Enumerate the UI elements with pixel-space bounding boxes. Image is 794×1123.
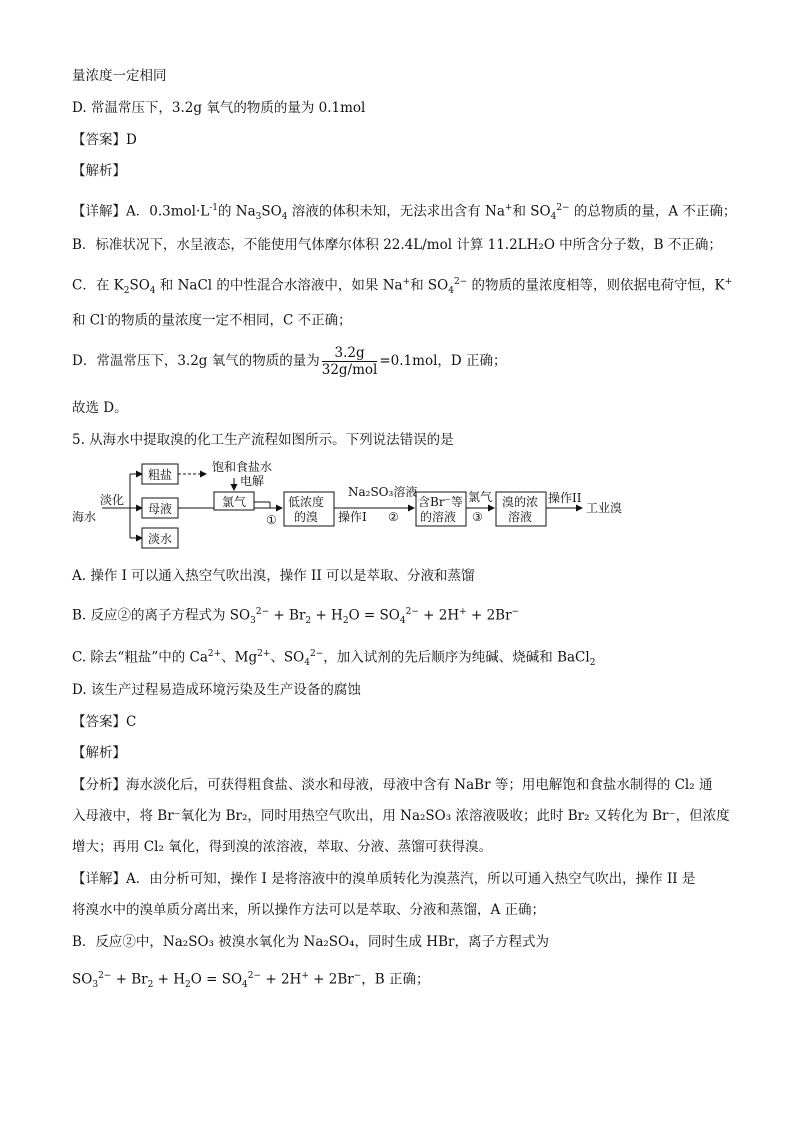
fraction: $\frac{3.2g}{\text{32g/mol}}$ (321, 345, 378, 378)
label-mother-liquor: 母液 (148, 502, 173, 516)
option-a: A. 操作 I 可以通入热空气吹出溴，操作 II 可以是萃取、分液和蒸馏 (72, 568, 475, 584)
analysis-line-3: 增大；再用 Cl₂ 氧化，得到溴的浓溶液，萃取、分液、蒸馏可获得溴。 (72, 839, 493, 855)
label-brine: 饱和食盐水 (212, 460, 273, 474)
label-conc-bromine-2: 溶液 (508, 510, 533, 524)
detail-a-line-2: 将溴水中的溴单质分离出来，所以操作方法可以是萃取、分液和蒸馏，A 正确； (72, 902, 546, 918)
label-chlorine-2: 氯气 (468, 490, 493, 504)
analysis-line-1: 【分析】海水淡化后，可获得粗食盐、淡水和母液，母液中含有 NaBr 等；用电解饱和食盐水制得的 Cl₂ 通 (72, 777, 713, 793)
label-br-solution-2: 的溶液 (420, 510, 457, 524)
label-sodium-sulfite: Na₂SO₃溶液 (348, 485, 418, 499)
detail-d: D．常温常压下，3.2g 氧气的物质的量为 $\frac{3.2g}{\text{32g/mol}}$ =0.1mol，D 正确； (72, 345, 507, 378)
answer-label: 【答案】D (72, 132, 137, 148)
detail-a: 【详解】A．$0.3mol\cdot L^{-1}$的 $Na_3SO_4$ 溶液的体积未知，无法求出含有 Na+和 $SO_4^{2-}$ 的总物质的量，A 不正确； (72, 203, 737, 223)
analysis-label: 【解析】 (72, 745, 126, 761)
conclusion: 故选 D。 (72, 400, 128, 416)
label-chlorine: 氯气 (222, 495, 247, 509)
label-br-solution-1: 含Br⁻等 (418, 495, 463, 509)
option-d: D. 该生产过程易造成环境污染及生产设备的腐蚀 (72, 682, 361, 698)
label-step3: ③ (472, 510, 483, 524)
label-industrial-bromine: 工业溴 (586, 501, 623, 515)
question-5-title: 5. 从海水中提取溴的化工生产流程如图所示。下列说法错误的是 (72, 432, 454, 448)
option-d: D. 常温常压下，3.2g 氧气的物质的量为 0.1mol (72, 100, 366, 116)
label-seawater: 海水 (72, 510, 97, 524)
label-step2: ② (388, 510, 399, 524)
detail-b-line-1: B．反应②中，Na₂SO₃ 被溴水氧化为 Na₂SO₄，同时生成 HBr，离子方程式为 (72, 934, 549, 950)
detail-b-equation: $SO_3^{2-} + Br_2 + H_2O = SO_4^{2-} + 2H^+ + 2Br^-$，B 正确； (72, 971, 430, 991)
label-desalination: 淡化 (100, 493, 125, 507)
text-line: 量浓度一定相同 (72, 68, 167, 84)
option-c: C. 除去“粗盐”中的 $Ca^{2+}$、$Mg^{2+}$、$SO_4^{2-}$，加入试剂的先后顺序为纯碱、烧碱和 BaCl$_2$ (72, 649, 596, 669)
detail-a-line-1: 【详解】A．由分析可知，操作 I 是将溶液中的溴单质转化为溴蒸汽，所以可通入热空气吹出，操作 II 是 (72, 871, 696, 887)
option-b: B. 反应②的离子方程式为 $SO_3^{2-} + Br_2 + H_2O = SO_4^{2-} + 2H^+ + 2Br^-$ (72, 607, 520, 627)
answer-label: 【答案】C (72, 714, 137, 730)
label-low-bromine-1: 低浓度 (288, 495, 325, 509)
label-operation-1: 操作I (338, 510, 367, 524)
label-conc-bromine-1: 溴的浓 (502, 495, 539, 509)
bromine-process-diagram (70, 458, 630, 554)
label-low-bromine-2: 的溴 (294, 510, 319, 524)
label-electrolysis: 电解 (240, 474, 265, 488)
label-operation-2: 操作II (548, 491, 582, 505)
analysis-label: 【解析】 (72, 163, 126, 179)
analysis-line-2: 入母液中，将 Br⁻氧化为 Br₂，同时用热空气吹出，用 Na₂SO₃ 浓溶液吸收；此时 Br₂ 又转化为 Br⁻，但浓度 (72, 808, 730, 824)
detail-b: B．标准状况下，水呈液态，不能使用气体摩尔体积 22.4L/mol 计算 11.2LH₂O 中所含分子数，B 不正确； (72, 237, 722, 253)
detail-c-line2: 和 Cl-的物质的量浓度一定不相同，C 不正确； (72, 312, 352, 329)
label-step1: ① (266, 513, 277, 527)
detail-c-line1: C．在 $K_2SO_4$ 和 NaCl 的中性混合水溶液中，如果 Na+和 $SO_4^{2-}$ 的物质的量浓度相等，则依据电荷守恒，K+ (72, 277, 733, 297)
label-fresh-water: 淡水 (148, 532, 173, 546)
label-crude-salt: 粗盐 (148, 468, 173, 482)
